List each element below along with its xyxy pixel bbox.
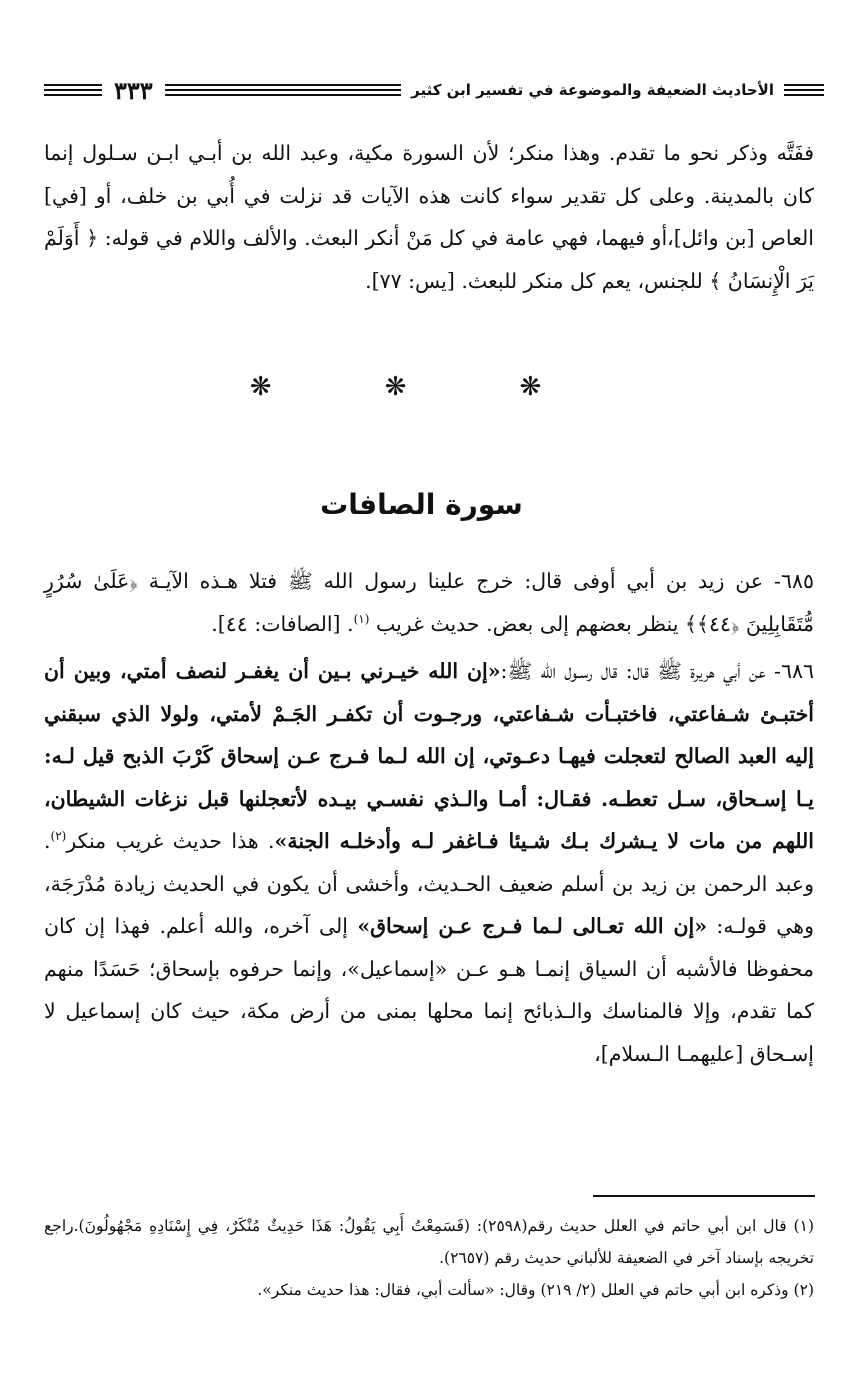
footnote-ref-1[interactable]: (١) [353, 611, 370, 626]
hadith-685-text: ٦٨٥- عن زيد بن أبي أوفى قال: خرج علينا رسول الله ﷺ فتلا هـذه الآيـة ﴿عَلَىٰ سُرُرٍ مُّتَقَابِلِينَ ﴿٤٤﴾﴾ ينظر بعضهم إلى بعض. حديث غريب [44, 569, 814, 636]
running-header [44, 70, 824, 110]
header-rule-right [784, 84, 824, 96]
hadith-686-intro: ٦٨٦- عن أبي هريرة ﷺ قال: قال رسـول الله ﷺ: [500, 659, 814, 683]
footnote-divider [593, 1195, 815, 1197]
hadith-686-grading: . هذا حديث غريب منكر [66, 829, 275, 853]
header-rule-middle [165, 84, 401, 96]
paragraph-continuation: ففَتَّه وذكر نحو ما تقدم. وهذا منكر؛ لأن السورة مكية، وعبد الله بن أبـي ابـن سـلول إنما كان بالمدينة. وعلى كل تقدير سواء كانت هذه الآيات قد نزلت في أُبي بن خلف، أو [في] العاص [بن وائل]،أو فيهما، فهي عامة في كل مَنْ أنكر البعث. والألف واللام في قوله: ﴿ أَوَلَمْ يَرَ الْإِنسَانُ ﴾ للجنس، يعم كل منكر للبعث. [يس: ٧٧]. [44, 141, 814, 293]
hadith-686-commentary: . وعبد الرحمن بن زيد بن أسلم ضعيف الحـديث، وأخشى أن يكون في الحديث زيادة مُدْرَجَة، وهي قولـه: [44, 829, 815, 938]
header-title: الأحاديث الضعيفة والموضوعة في تفسير ابن كثير [411, 81, 774, 99]
surah-title: سورة الصافات [320, 488, 523, 521]
hadith-686-quote: «إن الله خيـرني بـين أن يغفـر لنصف أمتي، وبين أن أختبـئ شـفاعتي، فاختبـأت شـفاعتي، ورجـوت أن تكفـر الجَـمْ لأمتي، ولولا الذي سبقني إليه العبد الصالح لتعجلت فيهـا دعـوتي، إن الله لـما فـرج عـن إسحاق كَرْبَ الذبح قيل لـه: يـا إسـحاق، سـل تعطـه. فقـال: أمـا والـذي نفسـي بيـده لأتعجلنها قبل نزغات الشيطان، اللهم من مات لا يـشرك بـك شـيئا فـاغفر لـه وأدخلـه الجنة» [44, 659, 814, 853]
hadith-685-citation: . [الصافات: ٤٤]. [211, 611, 354, 636]
hadith-685 [44, 560, 814, 645]
footnote-2: (٢) وذكره ابن أبي حاتم في العلل (٢/ ٢١٩) وقال: «سألت أبي، فقال: هذا حديث منكر». [257, 1281, 814, 1299]
hadith-686-conclusion: إلى آخره، والله أعلم. فهذا إن كان محفوظا فالأشبه أن السياق إنمـا هـو عـن «إسماعيل»، وإنما حرفوه بإسحاق؛ حَسَدًا منهم كما تقدم، وإلا فالمناسك والـذبائح إنما محلها بمنى من أرض مكة، حيث كان إسماعيل لا إسـحاق [عليهمـا الـسلام]، [44, 914, 814, 1066]
footnote-1: (١) قال ابن أبي حاتم في العلل حديث رقم(٢٥٩٨): (فَسَمِعْتُ أَبِي يَقُولُ: هَذَا حَدِيثٌ مُنْكَرٌ، فِي إِسْنَادِهِ مَجْهُولُونَ).راجع تخريجه بإسناد آخر في الضعيفة للألباني حديث رقم (٢٦٥٧). [44, 1217, 814, 1267]
footnotes [44, 1210, 814, 1306]
section-separator: ❋ ❋ ❋ [249, 372, 594, 402]
header-rule-left [44, 84, 102, 96]
hadith-686 [44, 650, 814, 1075]
page-number: ٣٣٣ [114, 75, 153, 105]
hadith-686-inserted-quote: «إن الله تعـالى لـما فـرج عـن إسحاق» [357, 914, 708, 938]
footnote-ref-2[interactable]: (٢) [50, 829, 67, 844]
